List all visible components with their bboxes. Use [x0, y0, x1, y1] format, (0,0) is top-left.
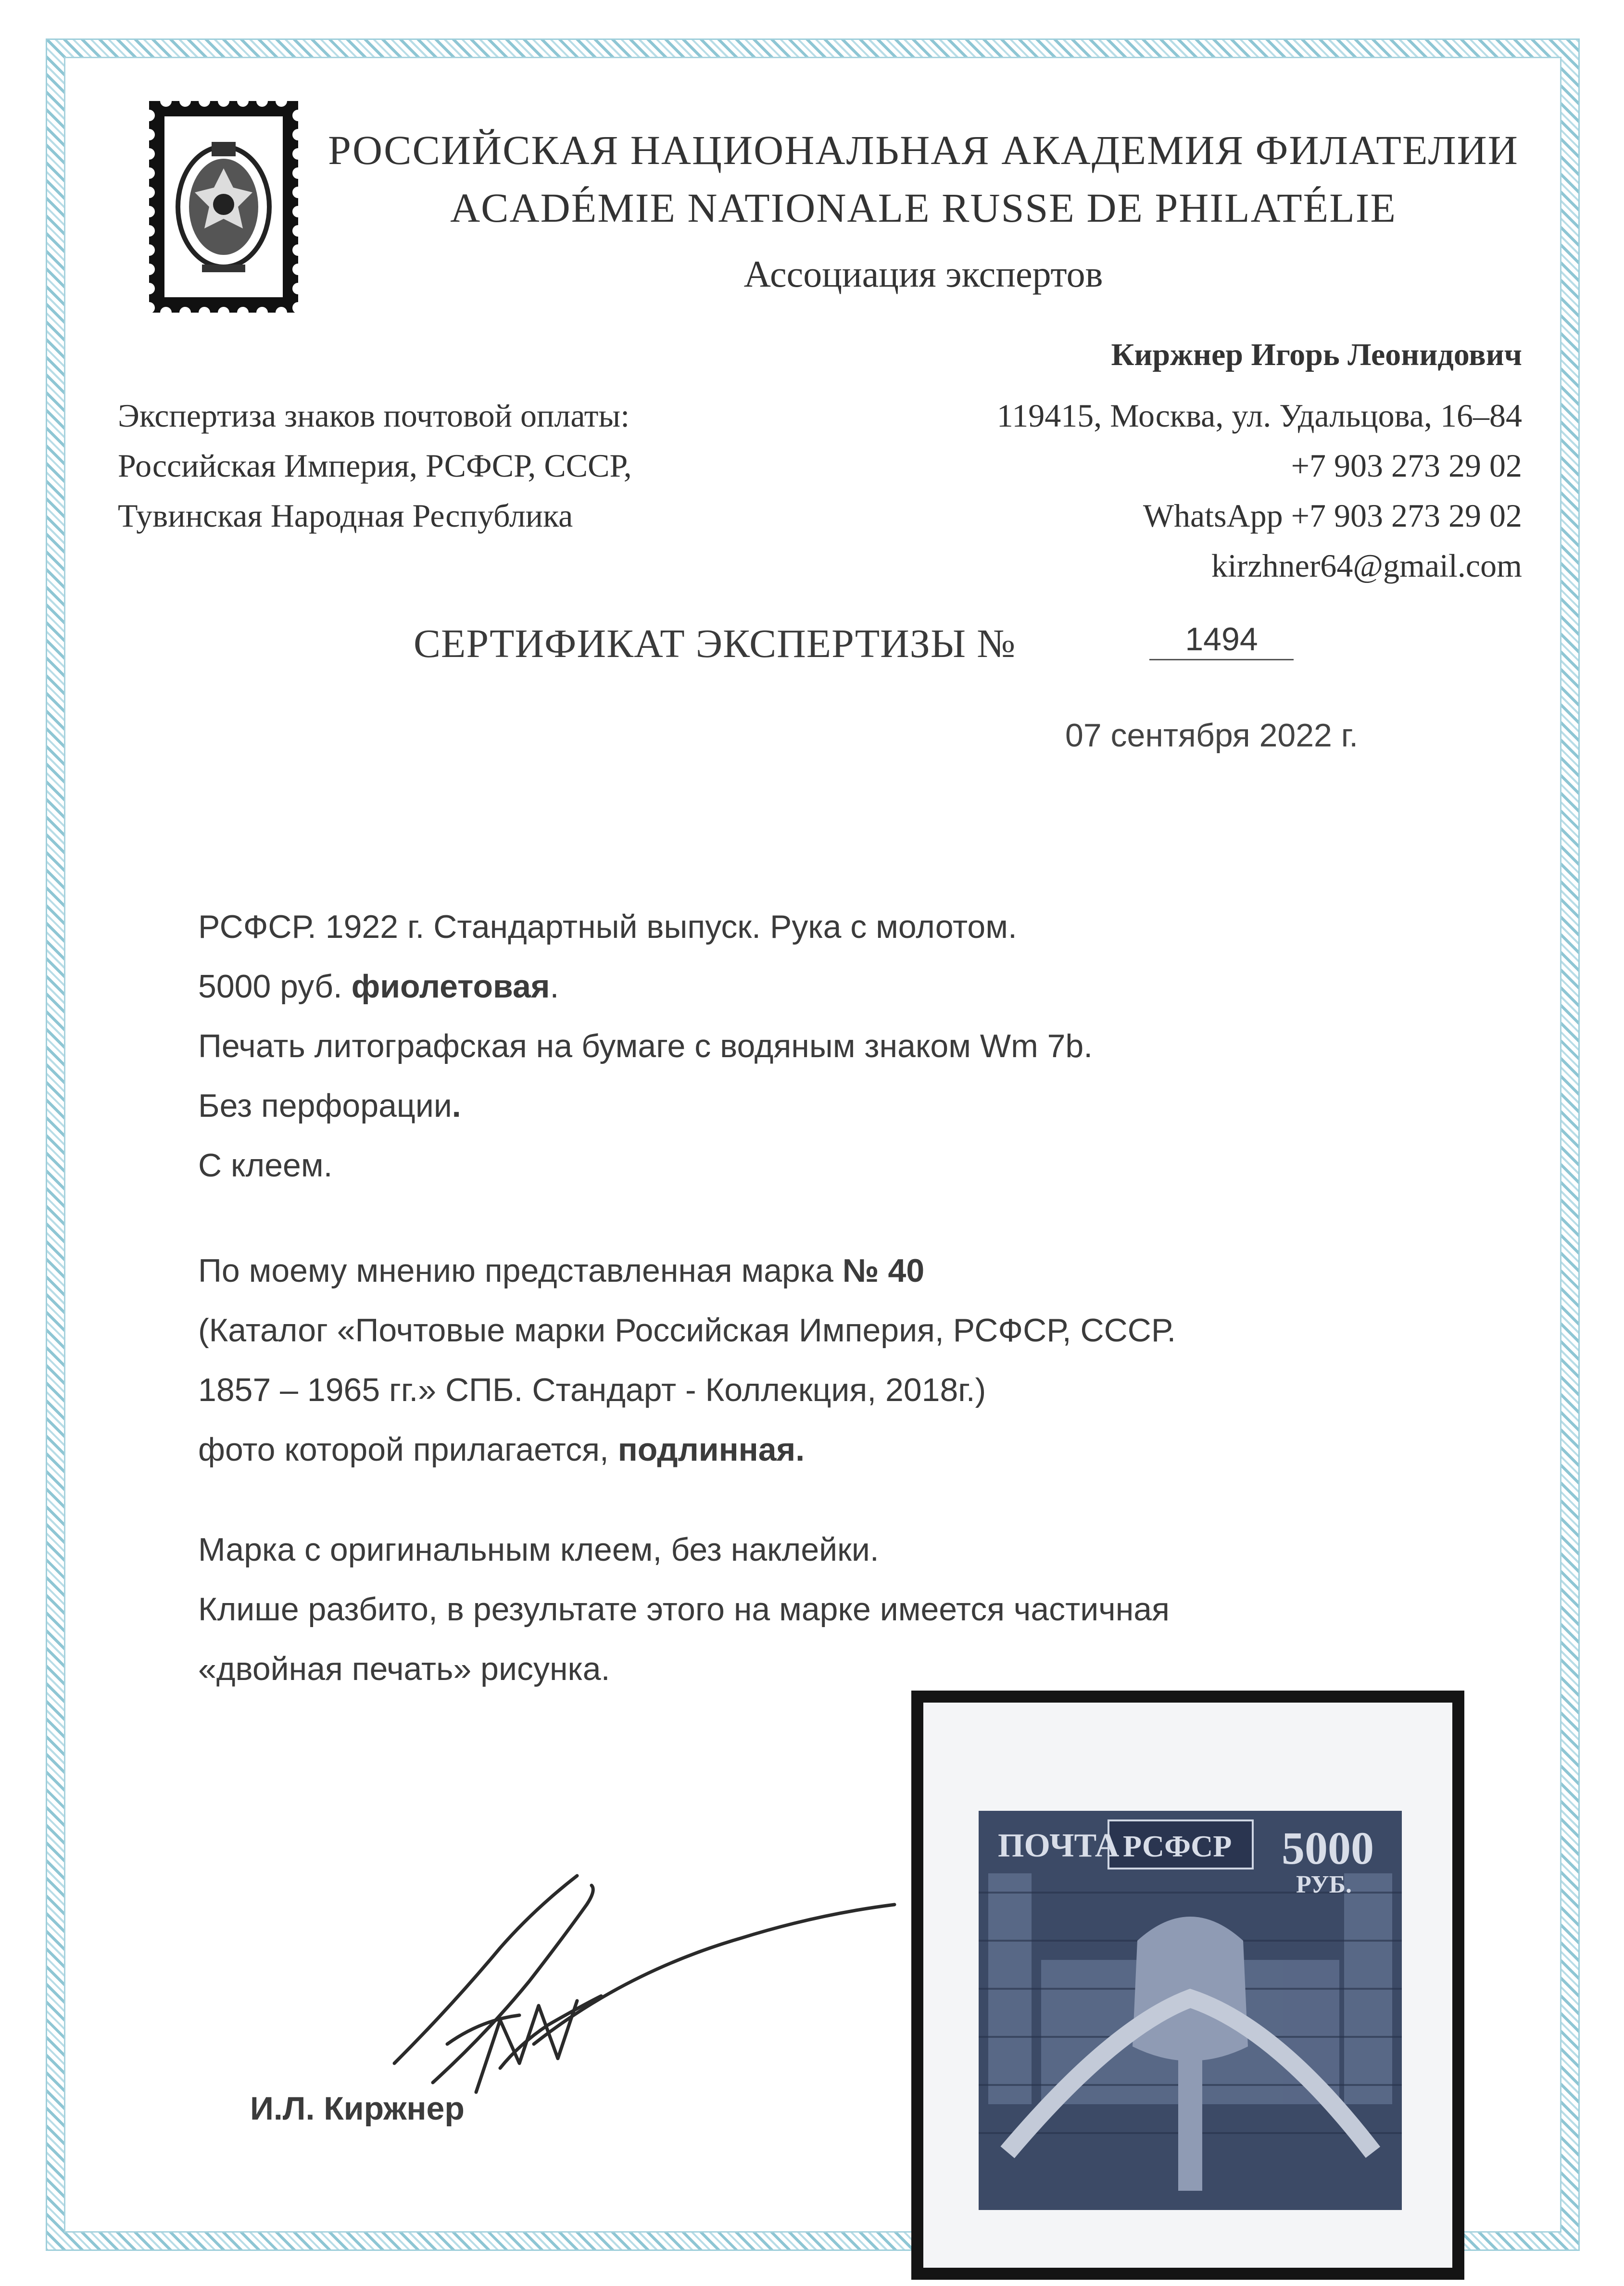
description-text: Без перфорации	[198, 1087, 452, 1124]
whatsapp: WhatsApp +7 903 273 29 02	[1143, 497, 1522, 534]
catalog-number: № 40	[842, 1252, 925, 1289]
note-line: «двойная печать» рисунка.	[198, 1651, 610, 1687]
expert-opinion	[198, 1241, 1176, 1479]
description-line	[198, 957, 1093, 1016]
stamp-hammer-handle	[1178, 2046, 1202, 2191]
expertise-scope	[118, 391, 632, 541]
opinion-text: По моему мнению представленная марка	[198, 1252, 843, 1289]
handwritten-signature	[375, 1861, 928, 2111]
description-text: .	[550, 968, 559, 1005]
stamp-label-post: ПОЧТА	[998, 1827, 1120, 1864]
email: kirzhner64@gmail.com	[1211, 547, 1522, 584]
description-line: Печать литографская на бумаге с водяным знаком Wm 7b.	[198, 1028, 1093, 1064]
org-name-fr: ACADÉMIE NATIONALE RUSSE DE PHILATÉLIE	[450, 185, 1397, 231]
scope-line: Экспертиза знаков почтовой оплаты:	[118, 397, 630, 434]
notes	[198, 1520, 1170, 1699]
scope-line: Российская Империя, РСФСР, СССР,	[118, 447, 632, 484]
stamp-value: 5000	[1282, 1822, 1374, 1874]
signer-name: И.Л. Киржнер	[250, 2090, 465, 2127]
note-line: Марка с оригинальным клеем, без наклейки.	[198, 1531, 879, 1568]
opinion-line	[198, 1241, 1176, 1301]
description-text: 5000 руб.	[198, 968, 352, 1005]
stamp-description	[198, 897, 1093, 1195]
certificate-number: 1494	[1149, 620, 1294, 660]
scope-line: Тувинская Народная Республика	[118, 497, 573, 534]
opinion-line: (Каталог «Почтовые марки Российская Империя, РСФСР, СССР.	[198, 1312, 1176, 1349]
color-emphasis: фиолетовая	[351, 968, 550, 1005]
verdict: подлинная.	[617, 1431, 805, 1468]
stamp-currency: РУБ.	[1296, 1871, 1352, 1898]
expert-contacts	[997, 391, 1522, 591]
opinion-line: 1857 – 1965 гг.» СПБ. Стандарт - Коллекция, 2018г.)	[198, 1372, 986, 1408]
academy-logo-icon	[144, 96, 303, 317]
opinion-text: фото которой прилагается,	[198, 1431, 618, 1468]
stamp-photo	[911, 1691, 1464, 2280]
address: 119415, Москва, ул. Удальцова, 16–84	[996, 397, 1522, 434]
description-line: С клеем.	[198, 1147, 333, 1184]
description-emphasis: .	[452, 1087, 461, 1124]
phone: +7 903 273 29 02	[1291, 447, 1522, 484]
stamp-label-country: РСФСР	[1123, 1829, 1232, 1863]
description-line: РСФСР. 1922 г. Стандартный выпуск. Рука с молотом.	[198, 909, 1017, 945]
certificate-date: 07 сентября 2022 г.	[1065, 717, 1359, 754]
association-title: Ассоциация экспертов	[743, 253, 1103, 295]
expert-name: Киржнер Игорь Леонидович	[1111, 337, 1522, 372]
org-name-ru: РОССИЙСКАЯ НАЦИОНАЛЬНАЯ АКАДЕМИЯ ФИЛАТЕЛИИ	[328, 127, 1519, 173]
opinion-line	[198, 1420, 1176, 1479]
certificate-title: СЕРТИФИКАТ ЭКСПЕРТИЗЫ №	[414, 621, 1016, 666]
note-line: Клише разбито, в результате этого на марке имеется частичная	[198, 1591, 1170, 1628]
description-line	[198, 1076, 1093, 1136]
